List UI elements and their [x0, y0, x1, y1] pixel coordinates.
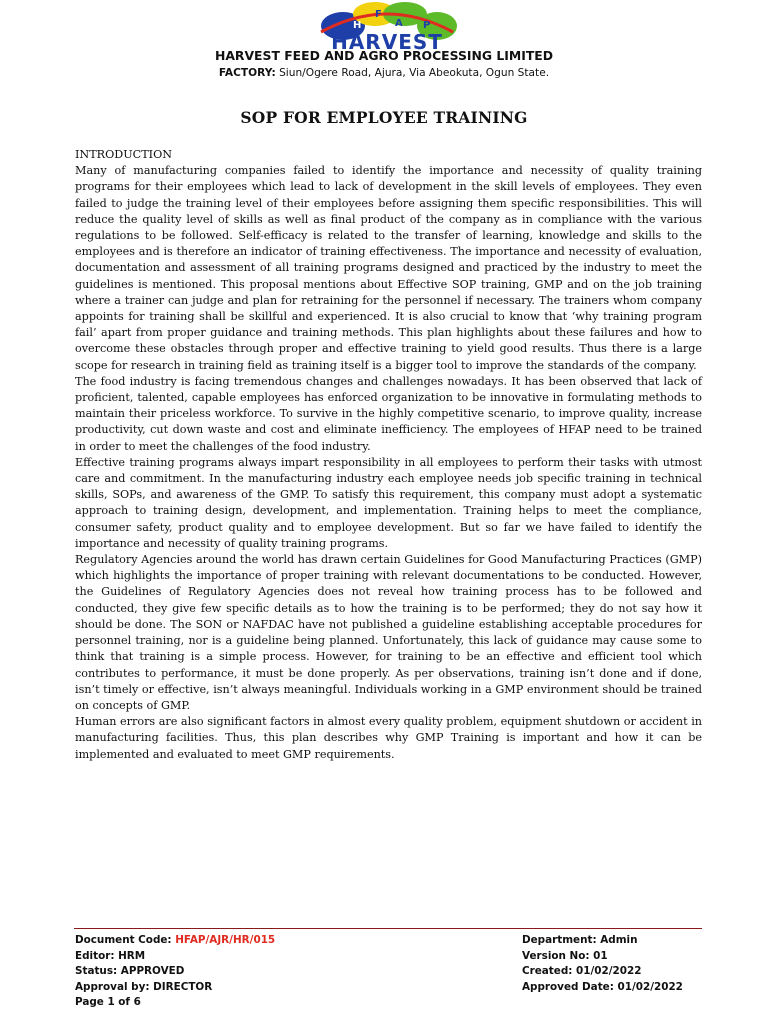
- version: Version No: 01: [522, 949, 608, 962]
- document-body: [75, 147, 702, 763]
- logo-letter-p: P: [423, 20, 431, 31]
- logo-letter-f: F: [375, 9, 382, 20]
- approval: Approval by: DIRECTOR: [75, 980, 213, 993]
- footer-divider: [74, 928, 702, 929]
- paragraph-4: Regulatory Agencies around the world has drawn certain Guidelines for Good Manufacturing Practices (GMP) which highlights the importance of proper training with relevant documentations to be conducted. However, the Guidelines of Regulatory Agencies does not reveal how training process has to be followed and conducted, they give few specific details as to how the training is to be performed; they do not say how it should be done. The SON or NAFDAC have not published a guideline establishing acceptable procedures for personnel training, nor is a guideline being planned. Unfortunately, this lack of guidance may cause some to think that training is a simple process. However, for training to be an effective and efficient tool which contributes to performance, it must be done properly. As per observations, training isn’t done and if done, isn’t timely or effective, isn’t always meaningful. Individuals working in a GMP environment should be trained on concepts of GMP.: [75, 553, 702, 712]
- paragraph-3: Effective training programs always impart responsibility in all employees to perform their tasks with utmost care and commitment. In the manufacturing industry each employee needs job specific training in technical skills, SOPs, and awareness of the GMP. To satisfy this requirement, this company must adopt a systematic approach to training design, development, and implementation. Training helps to meet the compliance, consumer safety, product quality and to employee development. But so far we have failed to identify the importance and necessity of quality training programs.: [75, 455, 702, 550]
- paragraph-5: Human errors are also significant factors in almost every quality problem, equipment shutdown or accident in manufacturing facilities. Thus, this plan describes why GMP Training is important and how it can be implemented and evaluated to meet GMP requirements.: [75, 715, 702, 761]
- factory-address: [0, 67, 768, 79]
- footer-row: [75, 933, 702, 949]
- address-label: FACTORY:: [218, 67, 276, 79]
- footer-row: [75, 995, 702, 1011]
- approved-date: Approved Date: 01/02/2022: [522, 980, 683, 993]
- company-name: HARVEST FEED AND AGRO PROCESSING LIMITED: [214, 48, 554, 63]
- page-number: Page 1 of 6: [75, 996, 141, 1009]
- address-text: Siun/Ogere Road, Ajura, Via Abeokuta, Ogun State.: [279, 67, 550, 79]
- section-heading: INTRODUCTION: [75, 148, 173, 161]
- document-code-label: Document Code:: [75, 934, 172, 946]
- editor: Editor: HRM: [75, 949, 146, 962]
- document-title: SOP FOR EMPLOYEE TRAINING: [240, 108, 528, 127]
- paragraph-1: Many of manufacturing companies failed to identify the importance and necessity of quality training programs for their employees which lead to lack of development in the skill levels of employees. They even failed to judge the training level of their employees before assigning them specific responsibilities. This will reduce the quality level of skills as well as final product of the company as in compliance with the various regulations to be followed. Self-efficacy is related to the transfer of learning, knowledge and skills to the employees and is therefore an indicator of training effectiveness. The importance and necessity of evaluation, documentation and assessment of all training programs designed and practiced by the industry to meet the guidelines is mentioned. This proposal mentions about Effective SOP training, GMP and on the job training where a trainer can judge and plan for retraining for the personnel if necessary. The trainers whom company appoints for training shall be skillful and experienced. It is also crucial to know that ‘why training program fail’ apart from proper guidance and training methods. This plan highlights about these failures and how to overcome these obstacles through proper and effective training to yield good results. Thus there is a large scope for research in training field as training itself is a bigger tool to improve the standards of the company.: [75, 164, 702, 372]
- logo-letter-h: H: [353, 20, 362, 31]
- logo-wordmark: HARVEST: [331, 30, 443, 54]
- document-code-value: HFAP/AJR/HR/015: [175, 934, 276, 946]
- document-footer: [75, 933, 702, 1011]
- company-logo: [313, 2, 461, 54]
- status: Status: APPROVED: [75, 965, 185, 978]
- paragraph-2: The food industry is facing tremendous changes and challenges nowadays. It has been observed that lack of proficient, talented, capable employees has enforced organization to be innovative in formulating methods to maintain their priceless workforce. To survive in the highly competitive scenario, to improve quality, increase productivity, cut down waste and cost and eliminate inefficiency. The employees of HFAP need to be trained in order to meet the challenges of the food industry.: [75, 374, 702, 453]
- footer-row: [75, 964, 702, 980]
- department: Department: Admin: [522, 934, 638, 946]
- document-code: [75, 933, 495, 949]
- footer-row: [75, 949, 702, 965]
- created-date: Created: 01/02/2022: [522, 965, 642, 978]
- footer-row: [75, 980, 702, 996]
- logo-letter-a: A: [395, 18, 403, 29]
